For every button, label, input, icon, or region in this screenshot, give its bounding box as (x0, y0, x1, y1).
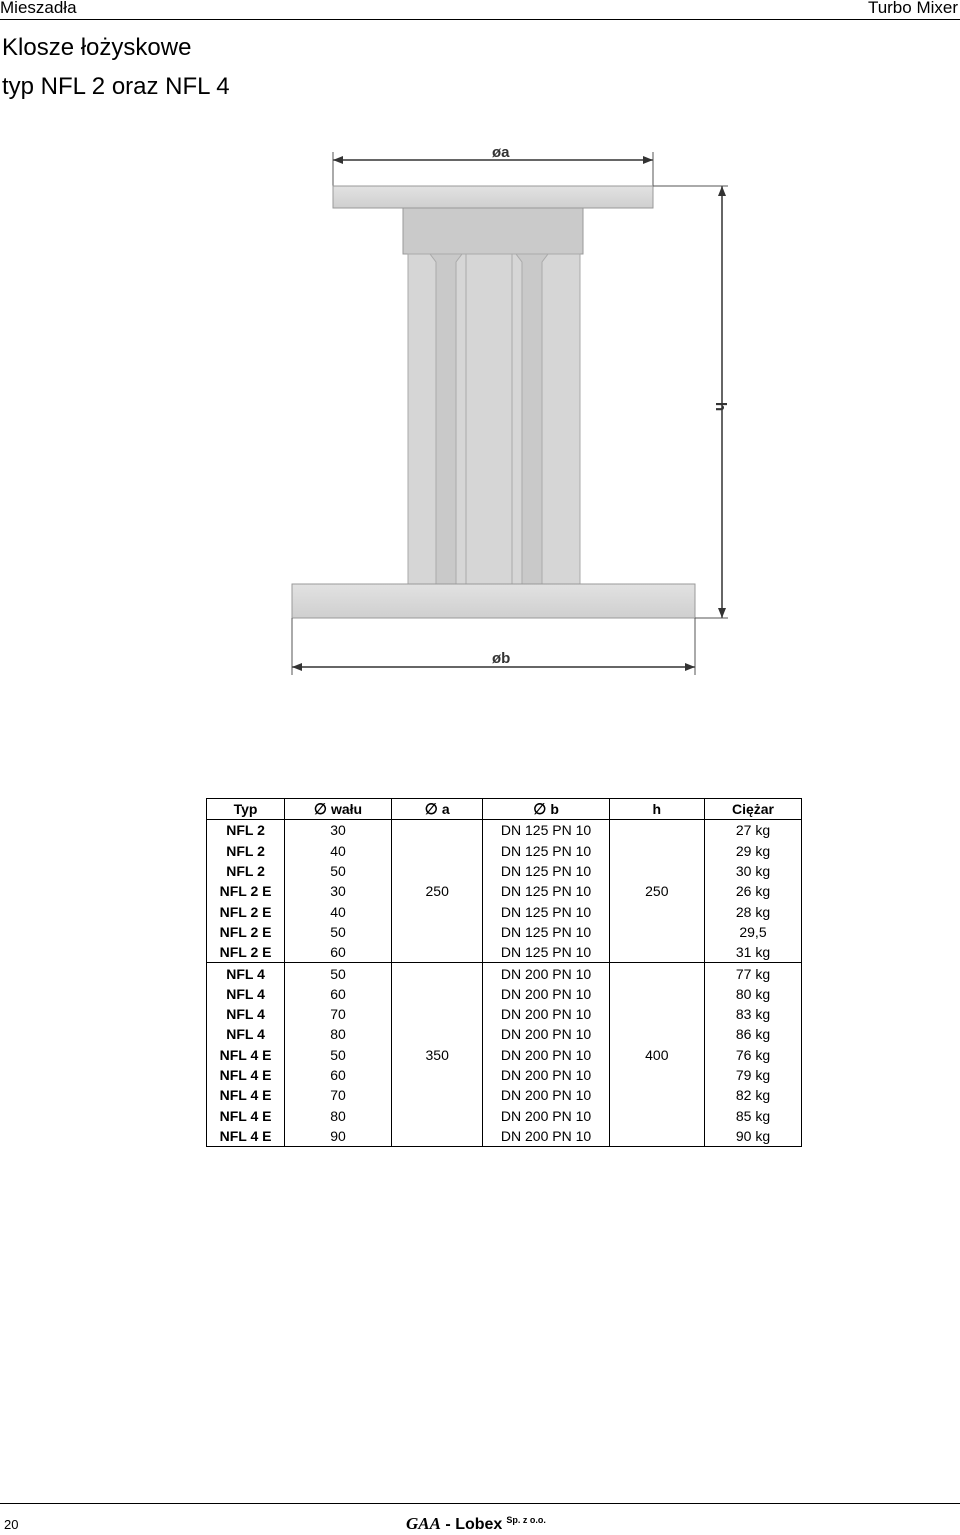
cell-b: DN 125 PN 10 (483, 881, 609, 901)
page-subtitle: typ NFL 2 oraz NFL 4 (2, 73, 230, 100)
cell-ciezar: 90 kg (704, 1126, 801, 1147)
table-row (207, 1004, 802, 1024)
col-header-ciezar: Ciężar (704, 799, 801, 820)
table-row (207, 861, 802, 881)
cell-b: DN 200 PN 10 (483, 1105, 609, 1125)
cell-b: DN 200 PN 10 (483, 1085, 609, 1105)
cell-b: DN 125 PN 10 (483, 861, 609, 881)
col-header-walu: ∅ wału (285, 799, 392, 820)
cell-ciezar: 29,5 (704, 922, 801, 942)
footer-brand (406, 1514, 546, 1534)
cell-b: DN 200 PN 10 (483, 1004, 609, 1024)
dimension-a-label: øa (492, 144, 510, 161)
cell-typ: NFL 2 (207, 841, 285, 861)
cell-b: DN 200 PN 10 (483, 963, 609, 984)
col-header-b: ∅ b (483, 799, 609, 820)
cell-walu: 90 (285, 1126, 392, 1147)
cell-b: DN 200 PN 10 (483, 1045, 609, 1065)
cell-typ: NFL 4 E (207, 1045, 285, 1065)
cell-typ: NFL 2 E (207, 922, 285, 942)
cell-walu: 30 (285, 820, 392, 841)
cell-ciezar: 82 kg (704, 1085, 801, 1105)
table-row (207, 984, 802, 1004)
bearing-housing-drawing (280, 140, 740, 700)
col-header-h: h (609, 799, 704, 820)
table-row (207, 942, 802, 963)
cell-typ: NFL 2 E (207, 881, 285, 901)
brand-lobex: Lobex (455, 1516, 503, 1533)
cell-b: DN 125 PN 10 (483, 841, 609, 861)
page-number: 20 (4, 1517, 19, 1532)
cell-walu: 60 (285, 1065, 392, 1085)
table-row (207, 963, 802, 984)
table-row (207, 1065, 802, 1085)
cell-ciezar: 83 kg (704, 1004, 801, 1024)
cell-a: 250 (391, 820, 483, 963)
top-flange (333, 186, 653, 208)
cell-walu: 60 (285, 984, 392, 1004)
cell-walu: 80 (285, 1024, 392, 1044)
cell-ciezar: 86 kg (704, 1024, 801, 1044)
table-row (207, 1024, 802, 1044)
cell-typ: NFL 4 E (207, 1085, 285, 1105)
cell-walu: 60 (285, 942, 392, 963)
top-neck (403, 208, 583, 254)
cell-ciezar: 31 kg (704, 942, 801, 963)
col-header-typ: Typ (207, 799, 285, 820)
cell-ciezar: 77 kg (704, 963, 801, 984)
cell-ciezar: 80 kg (704, 984, 801, 1004)
cell-walu: 30 (285, 881, 392, 901)
cell-walu: 80 (285, 1105, 392, 1125)
cell-b: DN 125 PN 10 (483, 942, 609, 963)
cell-walu: 50 (285, 963, 392, 984)
cell-typ: NFL 4 (207, 984, 285, 1004)
cell-ciezar: 28 kg (704, 901, 801, 921)
page-title: Klosze łożyskowe (2, 34, 192, 61)
cell-b: DN 125 PN 10 (483, 901, 609, 921)
diameter-symbol-icon: ∅ (313, 801, 327, 819)
brand-company-suffix: Sp. z o.o. (506, 1514, 546, 1525)
column-body (408, 254, 580, 584)
bottom-flange (292, 584, 695, 618)
table-row (207, 1105, 802, 1125)
cell-walu: 50 (285, 922, 392, 942)
cell-b: DN 200 PN 10 (483, 1024, 609, 1044)
dimension-h-label: h (712, 402, 729, 412)
cell-typ: NFL 4 E (207, 1126, 285, 1147)
table-row (207, 841, 802, 861)
header-product-name: Turbo Mixer (867, 0, 958, 17)
cell-walu: 50 (285, 861, 392, 881)
col-header-a: ∅ a (391, 799, 483, 820)
cell-walu: 70 (285, 1004, 392, 1024)
spec-table (206, 798, 802, 1147)
cell-h: 400 (609, 963, 704, 1147)
cell-a: 350 (391, 963, 483, 1147)
table-row (207, 901, 802, 921)
cell-typ: NFL 2 (207, 861, 285, 881)
cell-walu: 70 (285, 1085, 392, 1105)
spec-table-header (207, 799, 802, 820)
cell-ciezar: 76 kg (704, 1045, 801, 1065)
cell-ciezar: 79 kg (704, 1065, 801, 1085)
table-row (207, 820, 802, 841)
table-row (207, 922, 802, 942)
cell-typ: NFL 4 (207, 1024, 285, 1044)
cell-walu: 40 (285, 901, 392, 921)
cell-typ: NFL 4 E (207, 1065, 285, 1085)
table-row (207, 1085, 802, 1105)
cell-b: DN 200 PN 10 (483, 1065, 609, 1085)
dimension-b-label: øb (492, 650, 511, 667)
cell-ciezar: 26 kg (704, 881, 801, 901)
footer-divider (0, 1503, 960, 1504)
cell-b: DN 200 PN 10 (483, 984, 609, 1004)
table-row (207, 1045, 802, 1065)
cell-h: 250 (609, 820, 704, 963)
cell-walu: 50 (285, 1045, 392, 1065)
brand-gaa-logo: GAA (406, 1514, 441, 1533)
table-row (207, 881, 802, 901)
cell-ciezar: 30 kg (704, 861, 801, 881)
cell-b: DN 125 PN 10 (483, 820, 609, 841)
diameter-symbol-icon: ∅ (424, 801, 438, 819)
cell-walu: 40 (285, 841, 392, 861)
cell-ciezar: 29 kg (704, 841, 801, 861)
cell-typ: NFL 4 (207, 963, 285, 984)
cell-ciezar: 85 kg (704, 1105, 801, 1125)
cell-b: DN 125 PN 10 (483, 922, 609, 942)
cell-typ: NFL 2 E (207, 942, 285, 963)
cell-ciezar: 27 kg (704, 820, 801, 841)
diameter-symbol-icon: ∅ (533, 801, 547, 819)
cell-typ: NFL 4 E (207, 1105, 285, 1125)
cell-typ: NFL 2 E (207, 901, 285, 921)
cell-typ: NFL 4 (207, 1004, 285, 1024)
brand-separator: - (445, 1516, 451, 1533)
cell-b: DN 200 PN 10 (483, 1126, 609, 1147)
table-row (207, 1126, 802, 1147)
header-section-title: Mieszadła (0, 0, 77, 17)
header-divider (0, 19, 960, 20)
cell-typ: NFL 2 (207, 820, 285, 841)
